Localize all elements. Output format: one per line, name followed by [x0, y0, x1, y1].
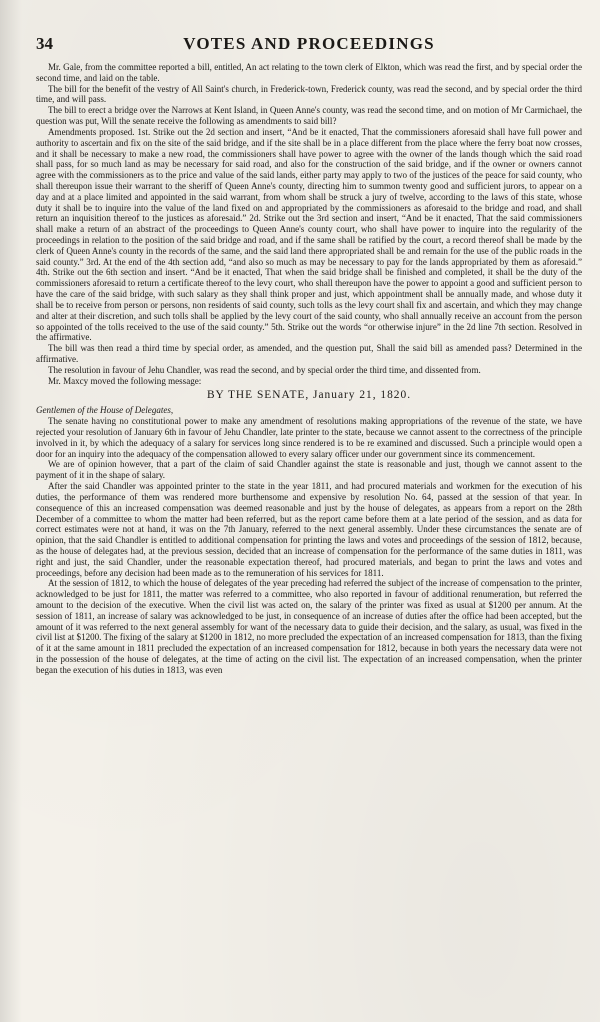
message-paragraph: At the session of 1812, to which the house of delegates of the year preceding had referred the subject of the increase of compensation to the printer, acknowledged to be just for 1811, the matter was referred to a committee, who also reported in favour of additional renumeration, but referred the amount to the decision of the executive. When the civil list was acted on, the salary of the printer was fixed as usual at $1200 per annum. At the session of 1811, an increase of salary was acknowledged to be just, in consequence of an increase of duties after the office had been accepted, but the amount of it was referred to the next general assembly for want of the necessary data to guide their decision, and the salary, as usual, was fixed in the civil list at $1200. The fixing of the salary at $1200 in 1812, no more precluded the expectation of an increased compensation for 1813, than the fixing of it at the same amount in 1811 precluded the expectation of an increased compensation for 1812, because in both years the necessary data were not in the possession of the house of delegates, at the time of acting on the civil list. The expectation of an increased compensation, when the printer began the execution of his duties in 1813, was even	[36, 578, 582, 675]
paragraph-chandler-resolution: The resolution in favour of Jehu Chandler, was read the second, and by special order the third time, and dissented from.	[48, 364, 481, 375]
message-paragraph: The senate having no constitutional power to make any amendment of resolutions making appropriations of the revenue of the state, we have rejected your resolution of January 6th in favour of Jehu Chandler, late printer to the state, because we cannot assent to the correctness of the principle involved in it, by which the adequacy of a salary for services long since rendered is to be re examined and discussed. Such a principle would open a door for an inquiry into the adequacy of the compensation allowed to every salary officer under our government since its commencement.	[36, 416, 582, 459]
paragraph-vestry-bill: The bill for the benefit of the vestry of All Saint's church, in Frederick-town, Frederick county, was read the second, and by special order the third time, and will pass.	[36, 83, 582, 105]
paragraph-amendments: Amendments proposed. 1st. Strike out the 2d section and insert, “And be it enacted, That the commissioners aforesaid shall have full power and authority to ascertain and fix on the site of the said bridge, and if the site shall be in a place different from the place where the ferry boat now crosses, and it shall be necessary to make a new road, the commissioners shall have power to agree with the owner of the lands though which the said road shall pass, for so much land as may be necessary for said road, and also for the construction of the said bridge, and if the owner or owners cannot agree with the commissioners as to the price and value of the said lands, either party may apply to two of the justices of the peace for said county, who shall thereupon issue their warrant to the sheriff of Queen Anne's county, directing him to summon twenty good and sufficient jurors, to appear on a day and at a place limited and appointed in the said warrant, from whom shall be struck a jury of twelve, according to the laws of this state, whose duty it shall be to inquire into the value of the land fixed on and appropriated by the commissioners as aforesaid to the bridge and road, and shall return an inquisition thereof to the justices as aforesaid.” 2d. Strike out the 3rd section and insert, “And be it enacted, That the said commissioners shall make a return of an abstract of the proceedings to Queen Anne's county court, who shall have power to inquire into the regularity of the proceedings in relation to the position of the said bridge and road, and if the same shall be ratified by the court, a record thereof shall be made by the clerk of Queen Anne's county in the records of the same, and the said land there appropriated shall be and remain for the use of the public roads in the said county.” 3rd. At the end of the 4th section add, “and also so much as may be necessary to pay for the lands appropriated by them as aforesaid.” 4th. Strike out the 6th section and insert. “And be it enacted, That when the said bridge shall be finished and completed, it shall be the duty of the commissioners aforesaid to return a certificate thereof to the levy court, who shall thereupon have the power to appoint a good and sufficient person to have the care of the said bridge, with such salary as they shall think proper and just, which appointment shall be annually made, and whose duty it shall be to receive from person or persons, non residents of said county, such tolls as the levy court shall fix and ascertain, and which they may change and alter at their discretion, and such tolls shall be applied by the levy court of the said county, who shall annually receive an account from the person so appointed of the tolls received to the use of the said county.” 5th. Strike out the words “or otherwise injure” in the 2d line 7th section. Resolved in the affirmative.	[36, 126, 582, 343]
page-number: 34	[36, 34, 53, 53]
running-head: VOTES AND PROCEEDINGS	[183, 34, 435, 53]
page-gutter-shadow	[0, 0, 22, 1022]
senate-heading: BY THE SENATE, January 21, 1820.	[206, 389, 412, 402]
message-paragraph: After the said Chandler was appointed printer to the state in the year 1811, and had procured materials and workmen for the execution of his duties, the performance of them was rendered more burthensome and expensive by resolution No. 64, passed at the session of that year. In consequence of this an increased compensation was deemed reasonable and just by the house of delegates, as appears from a report on the 28th December of a committee to whom the matter had been referred, but as the report came before them at a late period of the session, and as data for correct estimates were not at hand, it was on the 7th January, referred to the next general assembly. Under these circumstances the senate are of opinion, that the said Chandler is entitled to additional compensation for printing the laws and votes and proceedings of the session of 1812, because, as the house of delegates had, at the previous session, decided that an increase of compensation for the performance of the same duties in 1811, was right and just, the said Chandler, under the reasonable expectation thereof, had procured materials, and began to print the laws and votes and proceedings, before any decision had been made as to the remuneration of his services for 1811.	[36, 481, 582, 578]
salutation: Gentlemen of the House of Delegates,	[36, 405, 174, 416]
message-paragraph: We are of opinion however, that a part of the claim of said Chandler against the state is reasonable and just, though we cannot assent to the payment of it in the shape of salary.	[36, 459, 582, 481]
paragraph-third-reading: The bill was then read a third time by special order, as amended, and the question put, Shall the said bill as amended pass? Determined in the affirmative.	[36, 343, 582, 364]
paragraph-maxcy-motion: Mr. Maxcy moved the following message:	[48, 375, 202, 386]
paragraph-bridge-bill: The bill to erect a bridge over the Narrows at Kent Island, in Queen Anne's county, was read the second time, and on motion of Mr Carmichael, the question was put, Will the senate receive the following as amendments to said bill?	[36, 105, 582, 127]
page-header	[36, 34, 582, 56]
paragraph-gale-bill: Mr. Gale, from the committee reported a bill, entitled, An act relating to the town clerk of Elkton, which was read the first, and by special order the second time, and laid on the table.	[36, 62, 582, 83]
body-text	[36, 62, 582, 676]
